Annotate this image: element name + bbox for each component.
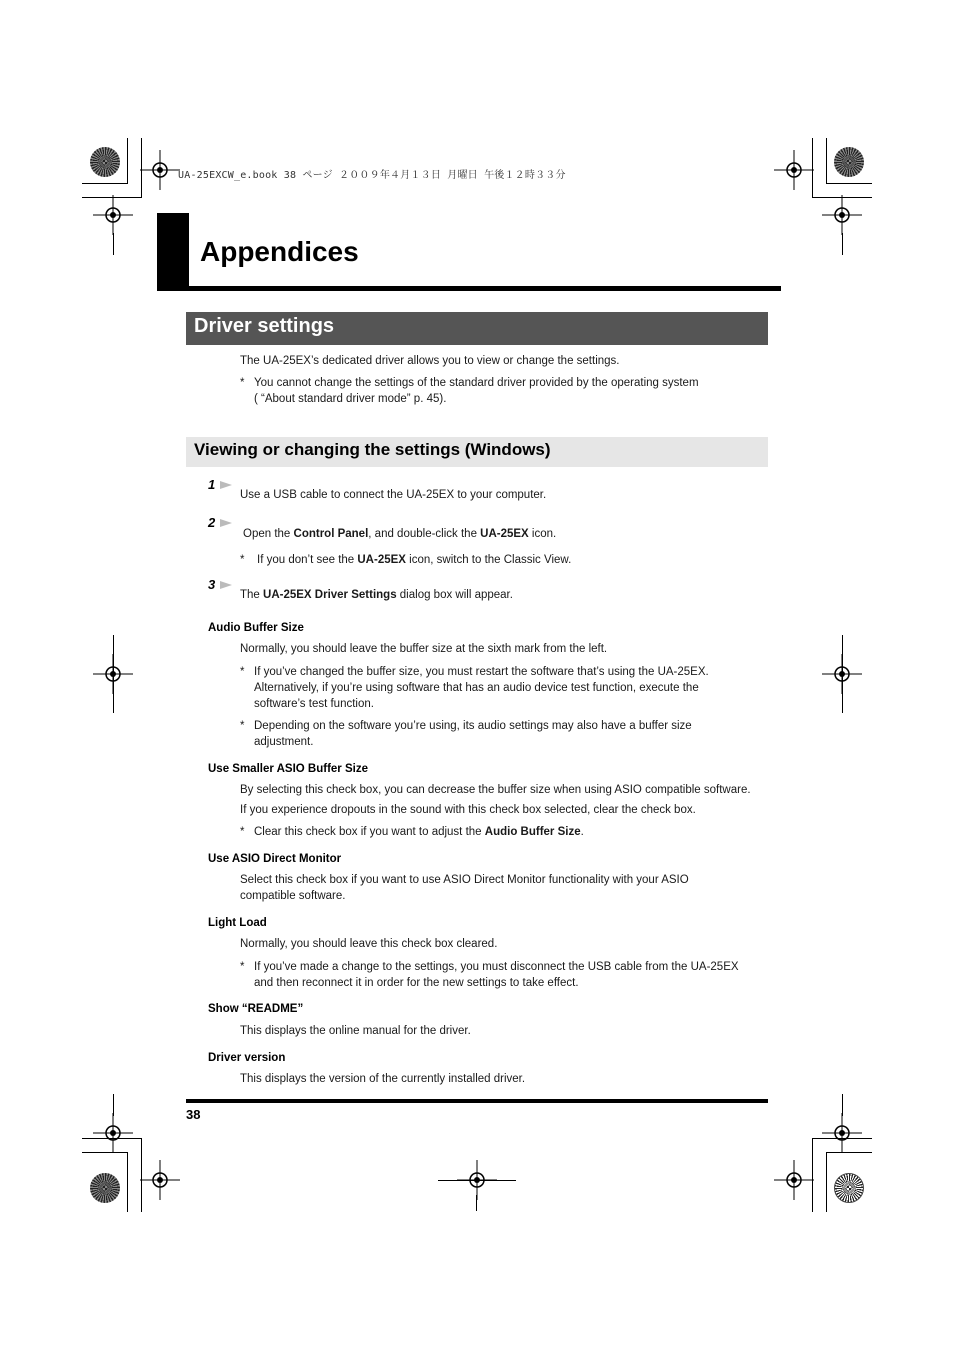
- section-title: Driver settings: [194, 315, 335, 337]
- intro-note-line1: You cannot change the settings of the standard driver provided by the operating system: [254, 377, 699, 389]
- item-text: If you experience dropouts in the sound with this check box selected, clear the check box.: [240, 804, 696, 816]
- registration-mark-icon: [774, 150, 814, 190]
- step-arrow-icon: [220, 519, 232, 527]
- intro-note-line2: ( “About standard driver mode” p. 45).: [254, 393, 447, 405]
- item-label: Use ASIO Direct Monitor: [208, 853, 342, 865]
- item-label: Driver version: [208, 1052, 286, 1064]
- registration-mark-icon: [822, 195, 862, 235]
- chapter-rule: [157, 286, 781, 291]
- item-label: Light Load: [208, 917, 267, 929]
- registration-mark-icon: [93, 195, 133, 235]
- item-text: Normally, you should leave the buffer size at the sixth mark from the left.: [240, 643, 608, 655]
- item-note: Alternatively, if you’re using software that has an audio device test function, execute the: [254, 682, 699, 694]
- chapter-bar: [157, 213, 189, 291]
- registration-mark-icon: [822, 1113, 862, 1153]
- note-star: *: [240, 377, 245, 389]
- intro-text: The UA-25EX’s dedicated driver allows you to view or change the settings.: [240, 355, 620, 367]
- item-text: By selecting this check box, you can decrease the buffer size when using ASIO compatible software.: [240, 784, 751, 796]
- footer-rule: [186, 1099, 768, 1103]
- rosette-icon: [90, 147, 120, 177]
- item-label: Audio Buffer Size: [208, 622, 304, 634]
- step-text: Use a USB cable to connect the UA-25EX to your computer.: [240, 489, 547, 501]
- item-text: Normally, you should leave this check box cleared.: [240, 938, 498, 950]
- subsection-title: Viewing or changing the settings (Windows): [194, 440, 551, 459]
- item-text: This displays the online manual for the driver.: [240, 1025, 471, 1037]
- note-star: *: [240, 666, 245, 678]
- item-note: If you’ve changed the buffer size, you must restart the software that’s using the UA-25EX.: [254, 666, 709, 678]
- page-number: 38: [186, 1107, 201, 1122]
- step-text: The UA-25EX Driver Settings dialog box will appear.: [240, 589, 513, 601]
- item-text: compatible software.: [240, 890, 346, 902]
- chapter-title: Appendices: [200, 236, 359, 267]
- item-label: Use Smaller ASIO Buffer Size: [208, 763, 368, 775]
- step-arrow-icon: [220, 581, 232, 589]
- step-number: 3: [208, 577, 216, 592]
- note-star: *: [240, 554, 245, 566]
- rosette-icon: [834, 147, 864, 177]
- step-number: 1: [208, 477, 216, 492]
- note-star: *: [240, 826, 245, 838]
- item-note: If you’ve made a change to the settings, you must disconnect the USB cable from the UA-25EX: [254, 961, 739, 973]
- step-arrow-icon: [220, 481, 232, 489]
- print-header: UA-25EXCW_e.book 38 ページ ２００９年４月１３日 月曜日 午後１２時３３分: [178, 170, 566, 181]
- item-text: Select this check box if you want to use ASIO Direct Monitor functionality with your ASIO: [240, 874, 689, 886]
- item-note: Clear this check box if you want to adjust the Audio Buffer Size.: [254, 826, 584, 838]
- step-text: Open the Control Panel, and double-click the UA-25EX icon.: [243, 528, 557, 540]
- item-text: This displays the version of the currently installed driver.: [240, 1073, 526, 1085]
- registration-mark-icon: [93, 1113, 133, 1153]
- item-note: and then reconnect it in order for the new settings to take effect.: [254, 977, 579, 989]
- registration-mark-icon: [140, 150, 180, 190]
- item-note: software’s test function.: [254, 698, 374, 710]
- rosette-icon: [834, 1173, 864, 1203]
- registration-mark-icon: [774, 1160, 814, 1200]
- registration-mark-icon: [140, 1160, 180, 1200]
- item-note: Depending on the software you’re using, its audio settings may also have a buffer size: [254, 720, 692, 732]
- note-star: *: [240, 720, 245, 732]
- note-star: *: [240, 961, 245, 973]
- step-note: If you don’t see the UA-25EX icon, switch to the Classic View.: [257, 554, 572, 566]
- rosette-icon: [90, 1173, 120, 1203]
- item-note: adjustment.: [254, 736, 314, 748]
- step-number: 2: [208, 515, 216, 530]
- item-label: Show “README”: [208, 1003, 304, 1015]
